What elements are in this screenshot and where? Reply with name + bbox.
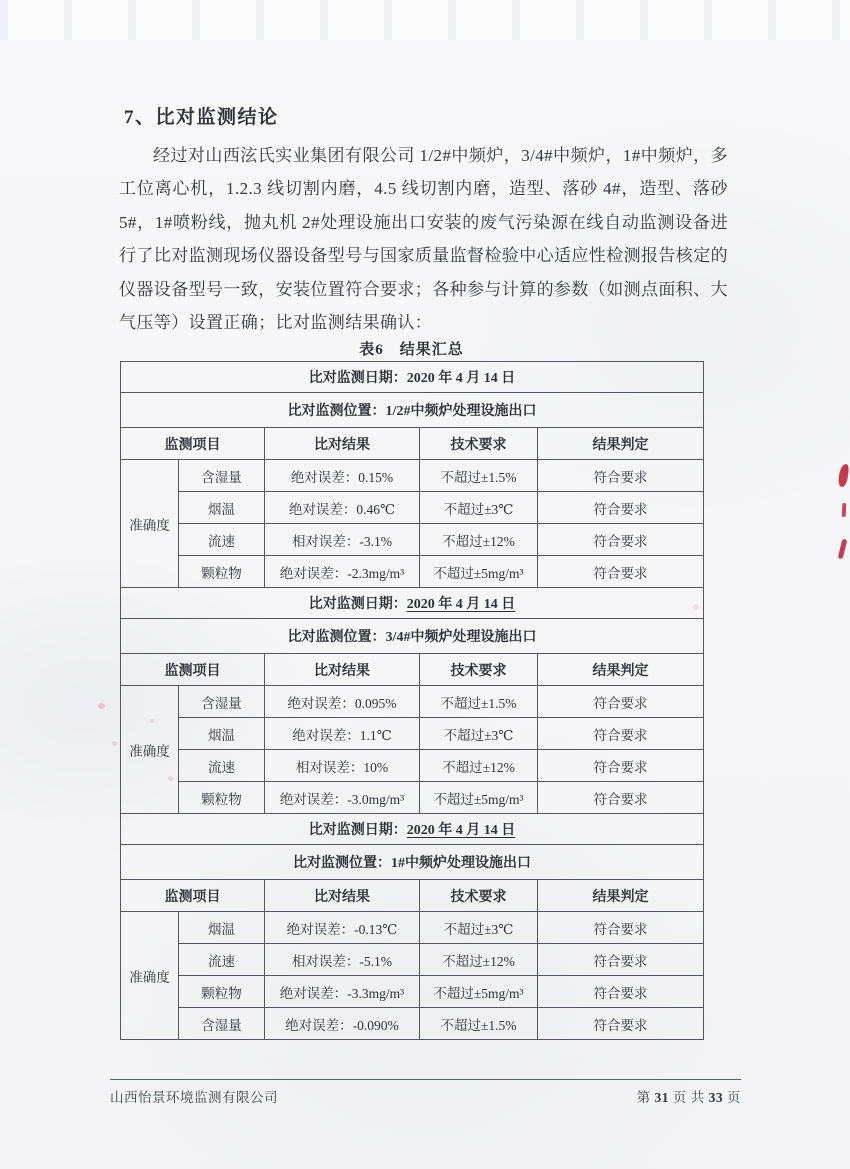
- date-label: 比对监测日期：: [308, 371, 407, 386]
- monitoring-item-cell: 含湿量: [179, 460, 265, 492]
- tech-requirement-cell: 不超过±12%: [420, 944, 538, 976]
- result-judgement-cell: 符合要求: [538, 944, 704, 976]
- tech-requirement-cell: 不超过±5mg/m³: [420, 556, 538, 588]
- date-cell: [121, 588, 704, 619]
- monitoring-item-cell: 含湿量: [179, 1008, 265, 1040]
- header-tech-requirement: 技术要求: [420, 428, 538, 460]
- table-caption: 表6 结果汇总: [359, 342, 464, 358]
- accuracy-group-cell: 准确度: [121, 460, 179, 588]
- monitoring-item-cell: 流速: [179, 750, 265, 782]
- result-judgement-cell: 符合要求: [538, 556, 704, 588]
- position-row: [121, 845, 704, 880]
- date-cell: [121, 362, 704, 393]
- monitoring-item-cell: 颗粒物: [179, 556, 265, 588]
- comparison-result-cell: 绝对误差：-0.13℃: [265, 912, 420, 944]
- result-judgement-cell: 符合要求: [538, 718, 704, 750]
- comparison-result-cell: 相对误差：-3.1%: [265, 524, 420, 556]
- result-judgement-cell: 符合要求: [538, 524, 704, 556]
- accuracy-group-cell: 准确度: [121, 686, 179, 814]
- red-ink-mark: [842, 503, 847, 517]
- pink-stain: [168, 776, 174, 781]
- table-row: [121, 718, 704, 750]
- header-monitoring-item: 监测项目: [121, 880, 265, 912]
- result-judgement-cell: 符合要求: [538, 460, 704, 492]
- result-judgement-cell: 符合要求: [538, 686, 704, 718]
- header-result-judgement: 结果判定: [538, 428, 704, 460]
- table-row: [121, 782, 704, 814]
- header-tech-requirement: 技术要求: [420, 880, 538, 912]
- header-tech-requirement: 技术要求: [420, 654, 538, 686]
- footer-company: 山西怡景环境监测有限公司: [110, 1090, 278, 1105]
- tech-requirement-cell: 不超过±5mg/m³: [420, 976, 538, 1008]
- position-cell: 比对监测位置：1#中频炉处理设施出口: [121, 845, 704, 880]
- pink-stain: [112, 741, 117, 746]
- table-header-row: [121, 654, 704, 686]
- date-label: 比对监测日期：: [308, 597, 407, 612]
- tech-requirement-cell: 不超过±12%: [420, 524, 538, 556]
- table-row: [121, 686, 704, 718]
- comparison-result-cell: 绝对误差：0.15%: [265, 460, 420, 492]
- pink-stain: [98, 703, 105, 709]
- monitoring-item-cell: 颗粒物: [179, 782, 265, 814]
- header-comparison-result: 比对结果: [265, 428, 420, 460]
- pink-stain: [150, 719, 154, 723]
- header-comparison-result: 比对结果: [265, 880, 420, 912]
- monitoring-item-cell: 颗粒物: [179, 976, 265, 1008]
- table-row: [121, 912, 704, 944]
- table-row: [121, 492, 704, 524]
- header-result-judgement: 结果判定: [538, 654, 704, 686]
- position-cell: 比对监测位置：3/4#中频炉处理设施出口: [121, 619, 704, 654]
- footer-page-indicator: 第 31 页 共 33 页: [636, 1090, 741, 1105]
- table-row: [121, 524, 704, 556]
- table-row: [121, 976, 704, 1008]
- position-cell: 比对监测位置：1/2#中频炉处理设施出口: [121, 393, 704, 428]
- scan-artifact-top-band: [0, 0, 850, 40]
- date-value: 2020 年 4 月 14 日: [406, 823, 516, 838]
- table-row: [121, 460, 704, 492]
- table-row: [121, 944, 704, 976]
- header-monitoring-item: 监测项目: [121, 428, 265, 460]
- comparison-result-cell: 绝对误差：0.095%: [265, 686, 420, 718]
- footer-divider: [110, 1079, 741, 1080]
- result-judgement-cell: 符合要求: [538, 912, 704, 944]
- tech-requirement-cell: 不超过±3℃: [420, 912, 538, 944]
- header-monitoring-item: 监测项目: [121, 654, 265, 686]
- monitoring-item-cell: 烟温: [179, 718, 265, 750]
- tech-requirement-cell: 不超过±1.5%: [420, 686, 538, 718]
- monitoring-item-cell: 含湿量: [179, 686, 265, 718]
- accuracy-group-cell: 准确度: [121, 912, 179, 1040]
- date-cell: [121, 814, 704, 845]
- date-row: [121, 814, 704, 845]
- date-row: [121, 588, 704, 619]
- pink-stain: [693, 604, 699, 610]
- comparison-result-cell: 绝对误差：-3.3mg/m³: [265, 976, 420, 1008]
- header-result-judgement: 结果判定: [538, 880, 704, 912]
- comparison-result-cell: 相对误差：-5.1%: [265, 944, 420, 976]
- monitoring-item-cell: 烟温: [179, 492, 265, 524]
- tech-requirement-cell: 不超过±1.5%: [420, 1008, 538, 1040]
- tech-requirement-cell: 不超过±3℃: [420, 492, 538, 524]
- table-row: [121, 556, 704, 588]
- date-label: 比对监测日期：: [308, 823, 407, 838]
- position-row: [121, 393, 704, 428]
- date-value: 2020 年 4 月 14 日: [406, 597, 516, 612]
- red-ink-mark: [838, 539, 848, 560]
- page-footer: [110, 1086, 741, 1106]
- tech-requirement-cell: 不超过±1.5%: [420, 460, 538, 492]
- comparison-result-cell: 相对误差：10%: [265, 750, 420, 782]
- table-row: [121, 1008, 704, 1040]
- red-ink-mark: [838, 464, 850, 488]
- date-value: 2020 年 4 月 14 日: [406, 371, 516, 386]
- comparison-result-cell: 绝对误差：1.1℃: [265, 718, 420, 750]
- table-row: [121, 750, 704, 782]
- tech-requirement-cell: 不超过±12%: [420, 750, 538, 782]
- table-header-row: [121, 880, 704, 912]
- monitoring-item-cell: 流速: [179, 524, 265, 556]
- position-row: [121, 619, 704, 654]
- results-summary-table: [120, 361, 704, 1040]
- tech-requirement-cell: 不超过±5mg/m³: [420, 782, 538, 814]
- body-paragraph: 经过对山西泫氏实业集团有限公司 1/2#中频炉，3/4#中频炉，1#中频炉，多工位离心机，1.2.3 线切割内磨，4.5 线切割内磨，造型、落砂 4#，造型、落砂 5#，1#喷粉线，抛丸机 2#处理设施出口安装的废气污染源在线自动监测设备进行了比对监测现场仪器设备型号与国家质量监督检验中心适应性检测报告核定的仪器设备型号一致，安装位置符合要求；各种参与计算的参数（如测点面积、大气压等）设置正确；比对监测结果确认：: [119, 146, 728, 333]
- section-title: 7、比对监测结论: [124, 107, 279, 128]
- comparison-result-cell: 绝对误差：-0.090%: [265, 1008, 420, 1040]
- result-judgement-cell: 符合要求: [538, 492, 704, 524]
- table-header-row: [121, 428, 704, 460]
- result-judgement-cell: 符合要求: [538, 1008, 704, 1040]
- monitoring-item-cell: 流速: [179, 944, 265, 976]
- header-comparison-result: 比对结果: [265, 654, 420, 686]
- monitoring-item-cell: 烟温: [179, 912, 265, 944]
- comparison-result-cell: 绝对误差：-2.3mg/m³: [265, 556, 420, 588]
- result-judgement-cell: 符合要求: [538, 976, 704, 1008]
- comparison-result-cell: 绝对误差：-3.0mg/m³: [265, 782, 420, 814]
- tech-requirement-cell: 不超过±3℃: [420, 718, 538, 750]
- result-judgement-cell: 符合要求: [538, 750, 704, 782]
- date-row: [121, 362, 704, 393]
- result-judgement-cell: 符合要求: [538, 782, 704, 814]
- comparison-result-cell: 绝对误差：0.46℃: [265, 492, 420, 524]
